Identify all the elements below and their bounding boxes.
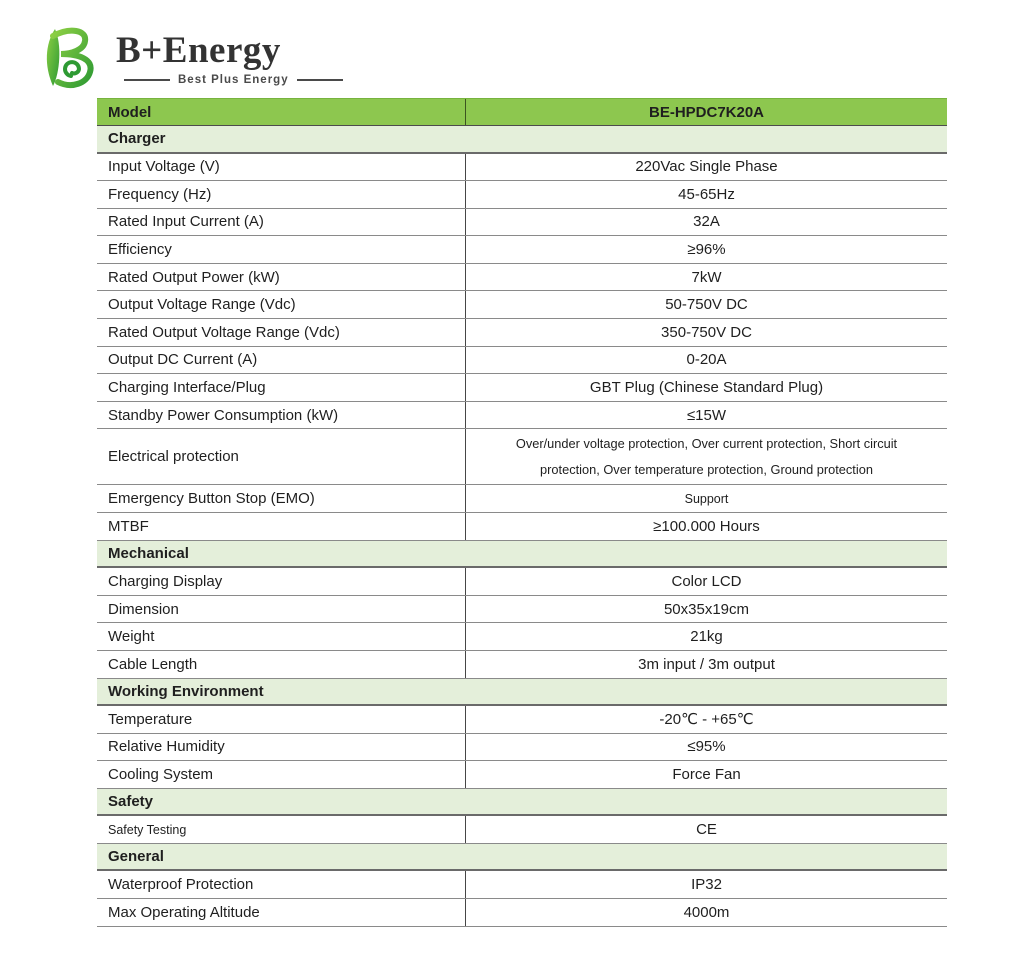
spec-value: -20℃ - +65℃ xyxy=(465,706,947,733)
spec-value: 45-65Hz xyxy=(465,181,947,208)
spec-label: Emergency Button Stop (EMO) xyxy=(108,490,315,508)
section-header-charger: Charger xyxy=(97,126,947,154)
spec-row-input-voltage xyxy=(97,154,947,182)
spec-value: 350-750V DC xyxy=(465,319,947,346)
spec-value: GBT Plug (Chinese Standard Plug) xyxy=(465,374,947,401)
brand-name: B+Energy xyxy=(116,30,281,71)
section-header-safety: Safety xyxy=(97,789,947,817)
spec-value: Support xyxy=(465,485,947,512)
spec-row-output-dc-current xyxy=(97,347,947,375)
spec-row-rated-input-current xyxy=(97,209,947,237)
spec-row-standby-power xyxy=(97,402,947,430)
spec-label: Output DC Current (A) xyxy=(108,351,258,369)
spec-value: 220Vac Single Phase xyxy=(465,154,947,181)
section-header-general: General xyxy=(97,844,947,872)
section-header-working-environment: Working Environment xyxy=(97,679,947,707)
spec-row-electrical-protection xyxy=(97,429,947,485)
spec-row-emergency-button xyxy=(97,485,947,513)
section-header-mechanical: Mechanical xyxy=(97,541,947,569)
spec-row-temperature xyxy=(97,706,947,734)
spec-row-efficiency xyxy=(97,236,947,264)
spec-label: Charging Interface/Plug xyxy=(108,379,266,397)
spec-value: ≤15W xyxy=(465,402,947,429)
spec-label: Rated Output Voltage Range (Vdc) xyxy=(108,323,340,341)
spec-table xyxy=(97,98,947,927)
spec-label: Cable Length xyxy=(108,655,198,673)
model-header-row xyxy=(97,98,947,126)
brand-logo-icon xyxy=(40,26,102,90)
spec-label: Output Voltage Range (Vdc) xyxy=(108,296,296,314)
spec-label: Standby Power Consumption (kW) xyxy=(108,406,339,424)
spec-row-cable-length xyxy=(97,651,947,679)
spec-value: CE xyxy=(465,816,947,843)
spec-row-mtbf xyxy=(97,513,947,541)
spec-row-max-operating-altitude xyxy=(97,899,947,927)
brand-tagline-text: Best Plus Energy xyxy=(178,74,289,86)
spec-label: Temperature xyxy=(108,710,193,728)
spec-row-cooling-system xyxy=(97,761,947,789)
spec-value: 4000m xyxy=(465,899,947,926)
tagline-right-line xyxy=(297,79,343,82)
spec-label: MTBF xyxy=(108,517,149,535)
spec-label: Frequency (Hz) xyxy=(108,185,212,203)
spec-row-relative-humidity xyxy=(97,734,947,762)
spec-row-rated-output-voltage-range xyxy=(97,319,947,347)
spec-label: Rated Input Current (A) xyxy=(108,213,264,231)
spec-value: ≥100.000 Hours xyxy=(465,513,947,540)
brand-tagline xyxy=(116,74,351,86)
spec-value: Over/under voltage protection, Over current protection, Short circuit protection, Over temperature protection, Ground protection xyxy=(465,429,947,484)
spec-value: 50x35x19cm xyxy=(465,596,947,623)
spec-row-safety-testing xyxy=(97,816,947,844)
spec-label: Cooling System xyxy=(108,765,214,783)
spec-row-charging-interface xyxy=(97,374,947,402)
spec-value: 21kg xyxy=(465,623,947,650)
spec-value: Color LCD xyxy=(465,568,947,595)
spec-value: ≥96% xyxy=(465,236,947,263)
spec-label: Dimension xyxy=(108,600,179,618)
spec-label: Waterproof Protection xyxy=(108,876,254,894)
spec-label: Rated Output Power (kW) xyxy=(108,268,280,286)
spec-label: Charging Display xyxy=(108,572,223,590)
spec-value: IP32 xyxy=(465,871,947,898)
model-value: BE-HPDC7K20A xyxy=(465,99,947,125)
brand-header xyxy=(40,26,351,90)
brand-text xyxy=(116,32,351,86)
spec-label: Weight xyxy=(108,628,155,646)
spec-value: 0-20A xyxy=(465,347,947,374)
spec-row-output-voltage-range xyxy=(97,291,947,319)
spec-value: 3m input / 3m output xyxy=(465,651,947,678)
spec-row-rated-output-power xyxy=(97,264,947,292)
spec-row-waterproof-protection xyxy=(97,871,947,899)
spec-label: Efficiency xyxy=(108,241,172,259)
spec-value: 32A xyxy=(465,209,947,236)
spec-value: 50-750V DC xyxy=(465,291,947,318)
spec-row-frequency xyxy=(97,181,947,209)
spec-label: Safety Testing xyxy=(108,822,187,837)
model-label: Model xyxy=(108,103,152,121)
spec-row-charging-display xyxy=(97,568,947,596)
spec-row-dimension xyxy=(97,596,947,624)
spec-label: Input Voltage (V) xyxy=(108,158,220,176)
spec-label: Electrical protection xyxy=(108,448,239,466)
spec-label: Max Operating Altitude xyxy=(108,903,260,921)
spec-value: ≤95% xyxy=(465,734,947,761)
spec-row-weight xyxy=(97,623,947,651)
tagline-left-line xyxy=(124,79,170,82)
spec-value: 7kW xyxy=(465,264,947,291)
spec-value: Force Fan xyxy=(465,761,947,788)
spec-label: Relative Humidity xyxy=(108,738,225,756)
